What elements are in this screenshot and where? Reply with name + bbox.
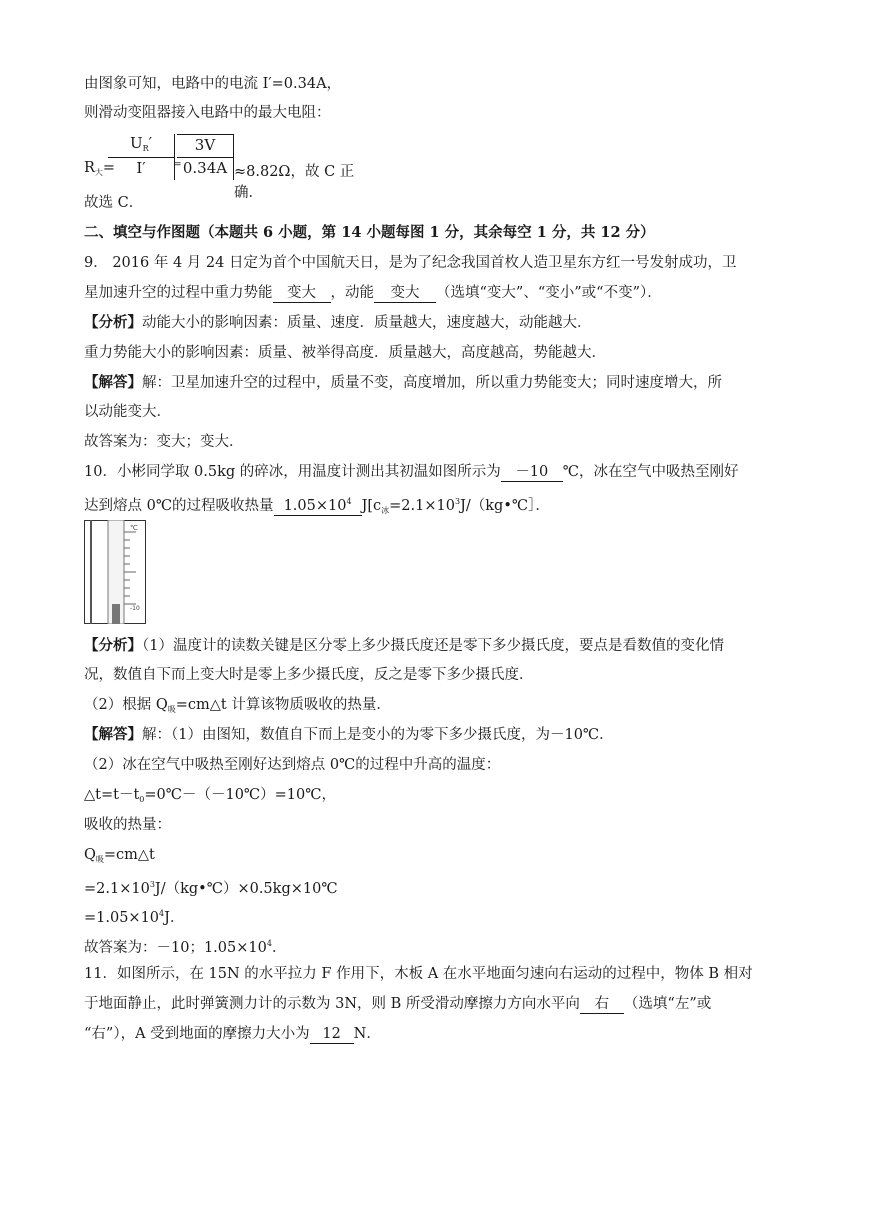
- question-9: 9． 2016 年 4 月 24 日定为首个中国航天日，是为了纪念我国首枚人造卫星东方红一号发射成功，卫: [84, 255, 737, 271]
- fraction-denominator: I′: [136, 159, 146, 177]
- answer-blank: －10: [501, 464, 563, 482]
- text-line: $=1.05\times 10^4J$．: [84, 909, 185, 926]
- text-line: 由图象可知，电路中的电流 I′=0.34A，: [84, 76, 342, 92]
- answer-blank: 变大: [273, 285, 331, 303]
- formula-eq: =: [174, 160, 182, 170]
- solution: 【解答】解：（1）由图知，数值自下而上是变小的为零下多少摄氏度，为－10℃．: [84, 726, 614, 743]
- formula-result: ≈8.82Ω，故 C 正确．: [234, 164, 355, 201]
- question-11-blank-1: 于地面静止，此时弹簧测力计的示数为 3N，则 B 所受滑动摩擦力方向水平向 右 （选填“左”或: [84, 996, 712, 1012]
- fraction-denominator: 0.34A: [182, 159, 228, 177]
- text-line: $Q_吸=cm\triangle t$: [84, 847, 155, 864]
- thermometer-unit: ℃: [130, 524, 138, 532]
- thermometer-image: [84, 520, 146, 624]
- analysis: 【分析】（1）温度计的读数关键是区分零上多少摄氏度还是零下多少摄氏度，要点是看数值的变化情: [84, 637, 724, 654]
- question-11-blank-2: “右”），A 受到地面的摩擦力大小为 12 N．: [84, 1026, 381, 1042]
- section-heading: 二、填空与作图题（本题共 6 小题，第 14 小题每图 1 分，其余每空 1 分，共 12 分）: [84, 224, 655, 241]
- text-line: 故选 C．: [84, 195, 144, 211]
- text-line: 况，数值自下而上变大时是零上多少摄氏度，反之是零下多少摄氏度．: [84, 667, 534, 683]
- answer-blank: 12: [310, 1026, 354, 1044]
- answer-blank: 变大: [374, 285, 436, 303]
- answer-line: 故答案为：变大；变大．: [84, 434, 244, 450]
- solution: 【解答】解：卫星加速升空的过程中，质量不变，高度增加，所以重力势能变大；同时速度增大，所: [84, 374, 722, 391]
- fraction-numerator: 3V: [194, 136, 216, 154]
- fraction-numerator: $U_R'$: [129, 134, 153, 153]
- text-line: 重力势能大小的影响因素：质量、被举得高度．质量越大，高度越高，势能越大．: [84, 345, 606, 361]
- text-line: 吸收的热量：: [84, 817, 171, 833]
- analysis: 【分析】动能大小的影响因素：质量、速度．质量越大，速度越大，动能越大．: [84, 314, 592, 331]
- resistance-formula: [84, 130, 374, 201]
- fraction-3v-over-034a: [177, 134, 233, 180]
- text-line: 则滑动变阻器接入电路中的最大电阻：: [84, 105, 331, 121]
- question-9-blanks: 星加速升空的过程中重力势能 变大 ，动能 变大 （选填“变大”、“变小”或“不变”）．: [84, 285, 662, 301]
- fraction-ur-over-i: [108, 134, 174, 180]
- question-10: 10．小彬同学取 0.5kg 的碎冰，用温度计测出其初温如图所示为 －10 ℃，冰在空气中吸热至刚好: [84, 464, 739, 480]
- question-11: 11．如图所示，在 15N 的水平拉力 F 作用下，木板 A 在水平地面匀速向右运动的过程中，物体 B 相对: [84, 966, 753, 982]
- text-line: 以动能变大．: [84, 404, 171, 420]
- thermometer-label: -10: [130, 605, 140, 612]
- text-line: $\triangle t=t-t_0=0℃-(-10℃)=10℃$，: [84, 787, 336, 804]
- answer-blank: 右: [580, 996, 624, 1014]
- text-line: （2）根据 $Q_吸=cm\triangle t$ 计算该物质吸收的热量．: [84, 697, 391, 714]
- answer-blank: $1.05\times 10^4$: [274, 493, 362, 516]
- text-line: （2）冰在空气中吸热至刚好达到熔点 0℃的过程中升高的温度：: [84, 757, 501, 773]
- text-line: $=2.1\times 10^3J/(kg•℃)\times 0.5kg\times 10℃$: [84, 880, 338, 897]
- answer-line: 故答案为：－10；$1.05\times 10^4$．: [84, 939, 287, 956]
- formula-r: $R_大=$: [84, 160, 116, 177]
- question-10-blank-2: 达到熔点 0℃的过程吸收热量 $1.05\times 10^4$ $J[c_冰=2.1\times 10^3J/(kg•℃]$．: [84, 492, 550, 521]
